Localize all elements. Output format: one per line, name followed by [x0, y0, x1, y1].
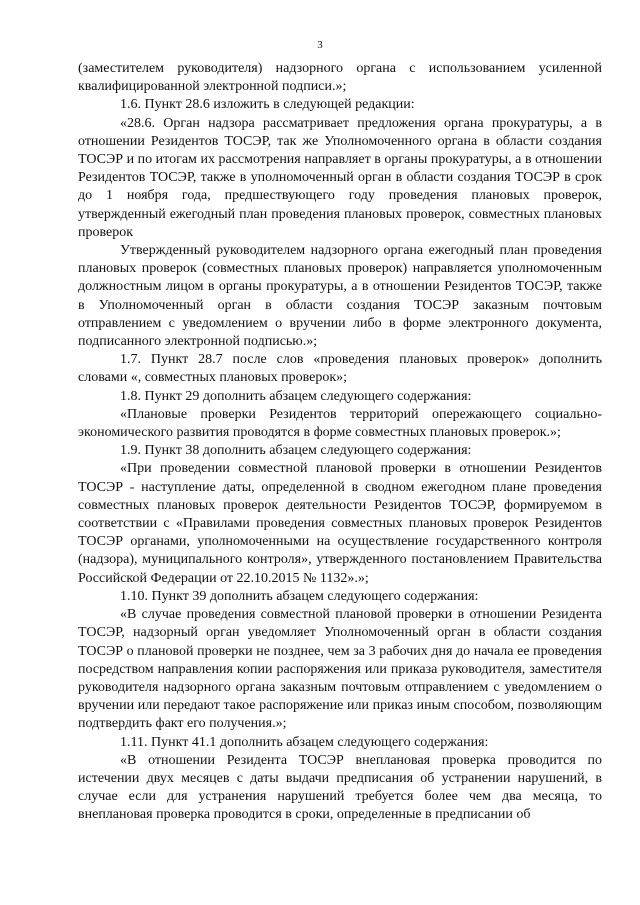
paragraph-item-1-6: 1.6. Пункт 28.6 изложить в следующей редакции: [120, 97, 415, 113]
paragraph-item-1-7: 1.7. Пункт 28.7 после слов «проведения плановых проверок» дополнить словами «, совместных плановых проверок»; [78, 352, 602, 386]
paragraph-quote-joint-check: «При проведении совместной плановой проверки в отношении Резидентов ТОСЭР - наступление даты, определенной в сводном ежегодном плане проведения совместных плановых проверок деятельности Резидентов ТОСЭР, формируемом в соответствии с «Правилами проведения совместных плановых проверок Резидентов ТОСЭР органами, уполномоченными на осуществление государственного контроля (надзора), муниципального контроля», утвержденного постановлением Правительства Российской Федерации от 22.10.2015 № 1132».»; [78, 461, 602, 586]
paragraph-approved-plan: Утвержденный руководителем надзорного органа ежегодный план проведения плановых проверок (совместных плановых проверок) направляется уполномоченным должностным лицом в органы прокуратуры, а в отношении Резидентов ТОСЭР, также в Уполномоченный орган в области создания ТОСЭР заказным почтовым отправлением с уведомлением о вручении либо в форме электронного документа, подписанного электронной подписью.»; [78, 243, 602, 350]
paragraph-item-1-11: 1.11. Пункт 41.1 дополнить абзацем следующего содержания: [120, 734, 489, 750]
paragraph-quote-unscheduled-check: «В отношении Резидента ТОСЭР внеплановая проверка проводится по истечении двух месяцев с даты выдачи предписания об устранении нарушений, в случае если для устранения нарушений требуется более чем два месяца, то внеплановая проверка проводится в сроки, определенные в предписании об [78, 752, 602, 823]
paragraph-quote-28-6: «28.6. Орган надзора рассматривает предложения органа прокуратуры, а в отношении Резидентов ТОСЭР, так же Уполномоченного органа в области создания ТОСЭР и по итогам их рассмотрения направляет в органы прокуратуры, а в отношении Резидентов ТОСЭР, также в уполномоченный орган в области создания ТОСЭР в срок до 1 ноября года, предшествующего году проведения плановых проверок, утвержденный ежегодный план проведения плановых проверок, совместных плановых проверок [78, 115, 602, 240]
paragraph-continuation: (заместителем руководителя) надзорного органа с использованием усиленной квалифицированной электронной подписи.»; [78, 61, 602, 95]
page-number: 3 [317, 39, 323, 51]
paragraph-quote-notification: «В случае проведения совместной плановой проверки в отношении Резидента ТОСЭР, надзорный орган уведомляет Уполномоченный орган в области создания ТОСЭР о плановой проверки не позднее, чем за 3 рабочих дня до начала ее проведения посредством направления копии распоряжения или приказа руководителя, заместителя руководителя надзорного органа заказным почтовым отправлением с уведомлением о вручении или передают такое распоряжение или приказ иным способом, позволяющим подтвердить факт его получения.»; [78, 607, 602, 732]
paragraph-item-1-9: 1.9. Пункт 38 дополнить абзацем следующего содержания: [120, 443, 472, 459]
paragraph-quote-planned-checks: «Плановые проверки Резидентов территорий опережающего социально-экономического развития проводятся в форме совместных плановых проверок.»; [78, 406, 602, 441]
paragraph-item-1-8: 1.8. Пункт 29 дополнить абзацем следующего содержания: [120, 388, 472, 404]
document-body [78, 60, 602, 825]
paragraph-item-1-10: 1.10. Пункт 39 дополнить абзацем следующего содержания: [120, 588, 479, 604]
